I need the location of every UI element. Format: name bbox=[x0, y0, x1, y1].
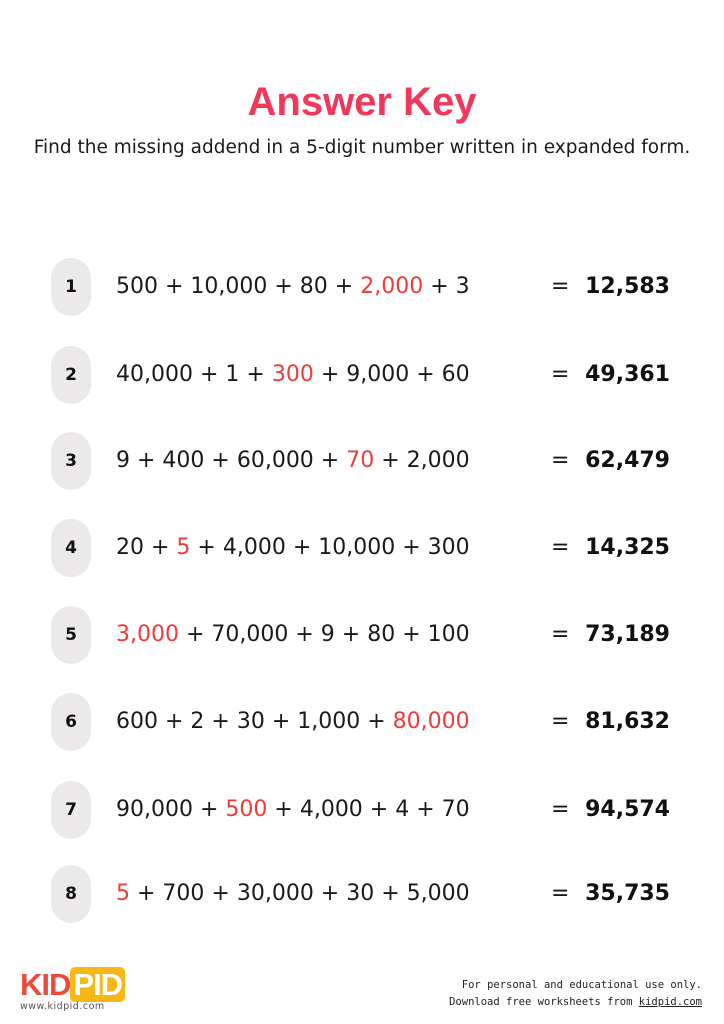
problem-expression: 90,000 + 500 + 4,000 + 4 + 70 bbox=[116, 797, 470, 822]
footer-note bbox=[449, 977, 702, 1011]
problem-row bbox=[0, 781, 724, 841]
logo-kid: KID bbox=[20, 967, 71, 1002]
problem-expression: 40,000 + 1 + 300 + 9,000 + 60 bbox=[116, 362, 470, 387]
equals-sign: = bbox=[551, 709, 570, 734]
problem-number-badge: 6 bbox=[51, 693, 91, 751]
equals-sign: = bbox=[551, 622, 570, 647]
kidpid-logo bbox=[20, 967, 125, 1012]
logo-url: www.kidpid.com bbox=[20, 1001, 105, 1012]
problem-answer: 12,583 bbox=[585, 274, 670, 299]
problem-row bbox=[0, 865, 724, 925]
page-title: Answer Key bbox=[247, 80, 477, 124]
problem-answer: 35,735 bbox=[585, 881, 670, 906]
missing-addend: 80,000 bbox=[392, 709, 470, 734]
equals-sign: = bbox=[551, 535, 570, 560]
problem-answer: 14,325 bbox=[585, 535, 670, 560]
missing-addend: 3,000 bbox=[116, 622, 179, 647]
problem-row bbox=[0, 693, 724, 753]
missing-addend: 500 bbox=[225, 797, 268, 822]
problem-row bbox=[0, 432, 724, 492]
missing-addend: 2,000 bbox=[360, 274, 424, 299]
problem-expression: 3,000 + 70,000 + 9 + 80 + 100 bbox=[116, 622, 470, 647]
problem-number-badge: 5 bbox=[51, 606, 91, 664]
equals-sign: = bbox=[551, 448, 570, 473]
problem-answer: 81,632 bbox=[585, 709, 670, 734]
footer-link[interactable]: kidpid.com bbox=[638, 996, 702, 1008]
problem-number-badge: 2 bbox=[51, 346, 91, 404]
equals-sign: = bbox=[551, 881, 570, 906]
problem-number-badge: 7 bbox=[51, 781, 91, 839]
problem-row bbox=[0, 606, 724, 666]
problem-number-badge: 1 bbox=[51, 258, 91, 316]
problem-row bbox=[0, 346, 724, 406]
problem-number-badge: 4 bbox=[51, 519, 91, 577]
problem-answer: 62,479 bbox=[585, 448, 670, 473]
problem-answer: 73,189 bbox=[585, 622, 670, 647]
problem-expression: 9 + 400 + 60,000 + 70 + 2,000 bbox=[116, 448, 470, 473]
missing-addend: 300 bbox=[271, 362, 314, 387]
footer-download-note: Download free worksheets from kidpid.com bbox=[449, 996, 702, 1008]
problem-answer: 94,574 bbox=[585, 797, 670, 822]
problem-expression: 5 + 700 + 30,000 + 30 + 5,000 bbox=[116, 881, 470, 906]
problem-expression: 20 + 5 + 4,000 + 10,000 + 300 bbox=[116, 535, 470, 560]
equals-sign: = bbox=[551, 797, 570, 822]
missing-addend: 70 bbox=[346, 448, 375, 473]
problem-row bbox=[0, 519, 724, 579]
problem-number-badge: 8 bbox=[51, 865, 91, 923]
equals-sign: = bbox=[551, 274, 570, 299]
equals-sign: = bbox=[551, 362, 570, 387]
problem-answer: 49,361 bbox=[585, 362, 670, 387]
logo-pid: PID bbox=[70, 967, 125, 1002]
problem-number-badge: 3 bbox=[51, 432, 91, 490]
problem-expression: 500 + 10,000 + 80 + 2,000 + 3 bbox=[116, 274, 470, 299]
problem-row bbox=[0, 258, 724, 318]
footer-usage-note: For personal and educational use only. bbox=[461, 979, 702, 991]
instructions: Find the missing addend in a 5-digit number written in expanded form. bbox=[33, 137, 691, 158]
missing-addend: 5 bbox=[116, 881, 130, 906]
missing-addend: 5 bbox=[176, 535, 191, 560]
problem-expression: 600 + 2 + 30 + 1,000 + 80,000 bbox=[116, 709, 470, 734]
